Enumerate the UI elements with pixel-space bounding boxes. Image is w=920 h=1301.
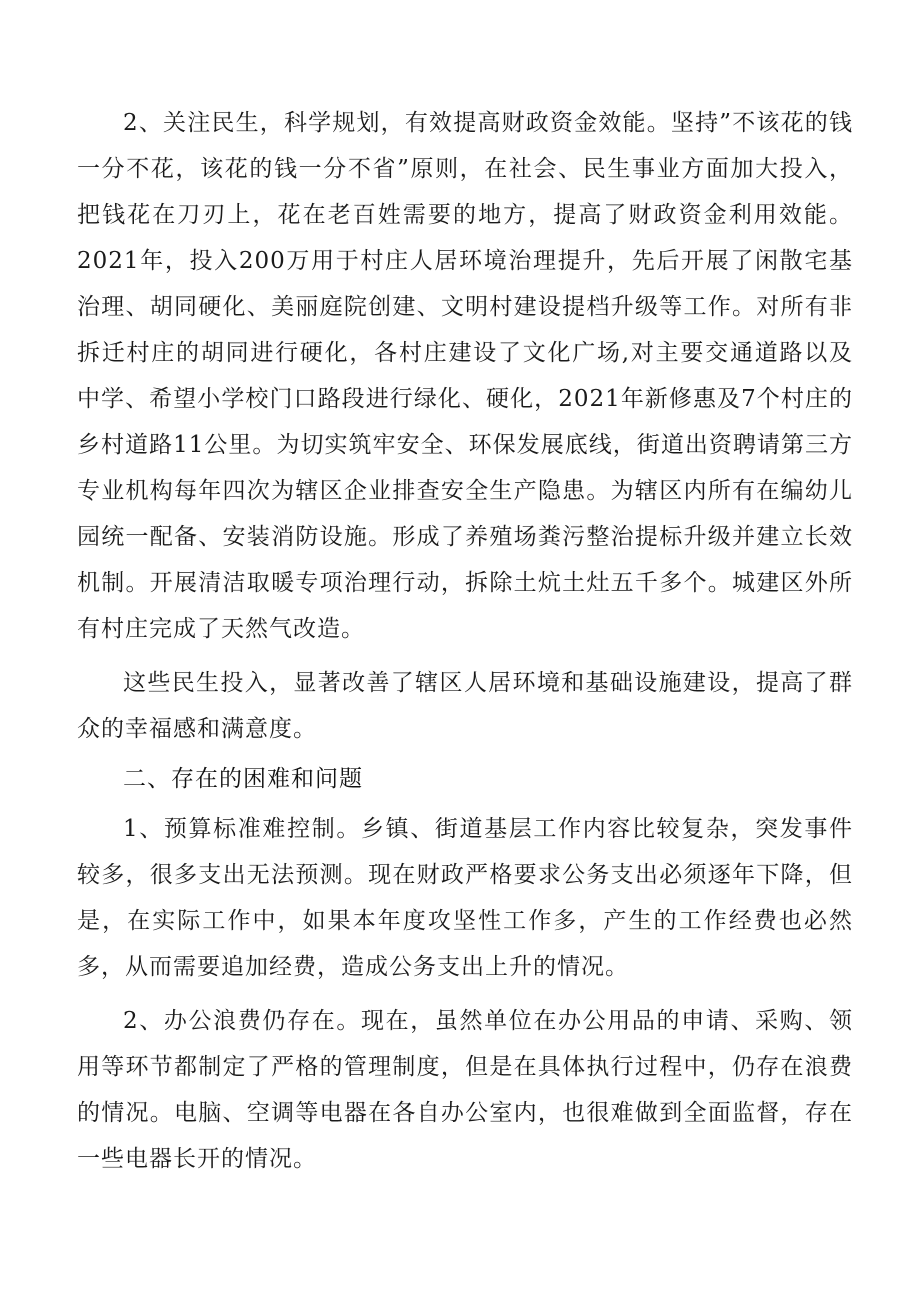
section-heading-problems: 二、存在的困难和问题	[123, 766, 363, 792]
paragraph-summary: 这些民生投入，显著改善了辖区人居环境和基础设施建设，提高了群众的幸福感和满意度。	[77, 670, 853, 742]
paragraph-livelihood-investment: 2、关注民生，科学规划，有效提高财政资金效能。坚持”不该花的钱一分不花，该花的钱一分不省”原则，在社会、民生事业方面加大投入，把钱花在刀刃上，花在老百姓需要的地方，提高了财政资金利用效能。2021年，投入200万用于村庄人居环境治理提升，先后开展了闲散宅基治理、胡同硬化、美丽庭院创建、文明村建设提档升级等工作。对所有非拆迁村庄的胡同进行硬化，各村庄建设了文化广场,对主要交通道路以及中学、希望小学校门口路段进行绿化、硬化，2021年新修惠及7个村庄的乡村道路11公里。为切实筑牢安全、环保发展底线，街道出资聘请第三方专业机构每年四次为辖区企业排查安全生产隐患。为辖区内所有在编幼儿园统一配备、安装消防设施。形成了养殖场粪污整治提标升级并建立长效机制。开展清洁取暖专项治理行动，拆除土炕土灶五千多个。城建区外所有村庄完成了天然气改造。	[77, 110, 853, 642]
document-body	[77, 100, 853, 1182]
paragraph-office-waste: 2、办公浪费仍存在。现在，虽然单位在办公用品的申请、采购、领用等环节都制定了严格的管理制度，但是在具体执行过程中，仍存在浪费的情况。电脑、空调等电器在各自办公室内，也很难做到全面监督，存在一些电器长开的情况。	[77, 1008, 853, 1172]
paragraph-budget-control: 1、预算标准难控制。乡镇、街道基层工作内容比较复杂，突发事件较多，很多支出无法预测。现在财政严格要求公务支出必须逐年下降，但是，在实际工作中，如果本年度攻坚性工作多，产生的工作经费也必然多，从而需要追加经费，造成公务支出上升的情况。	[77, 816, 853, 980]
